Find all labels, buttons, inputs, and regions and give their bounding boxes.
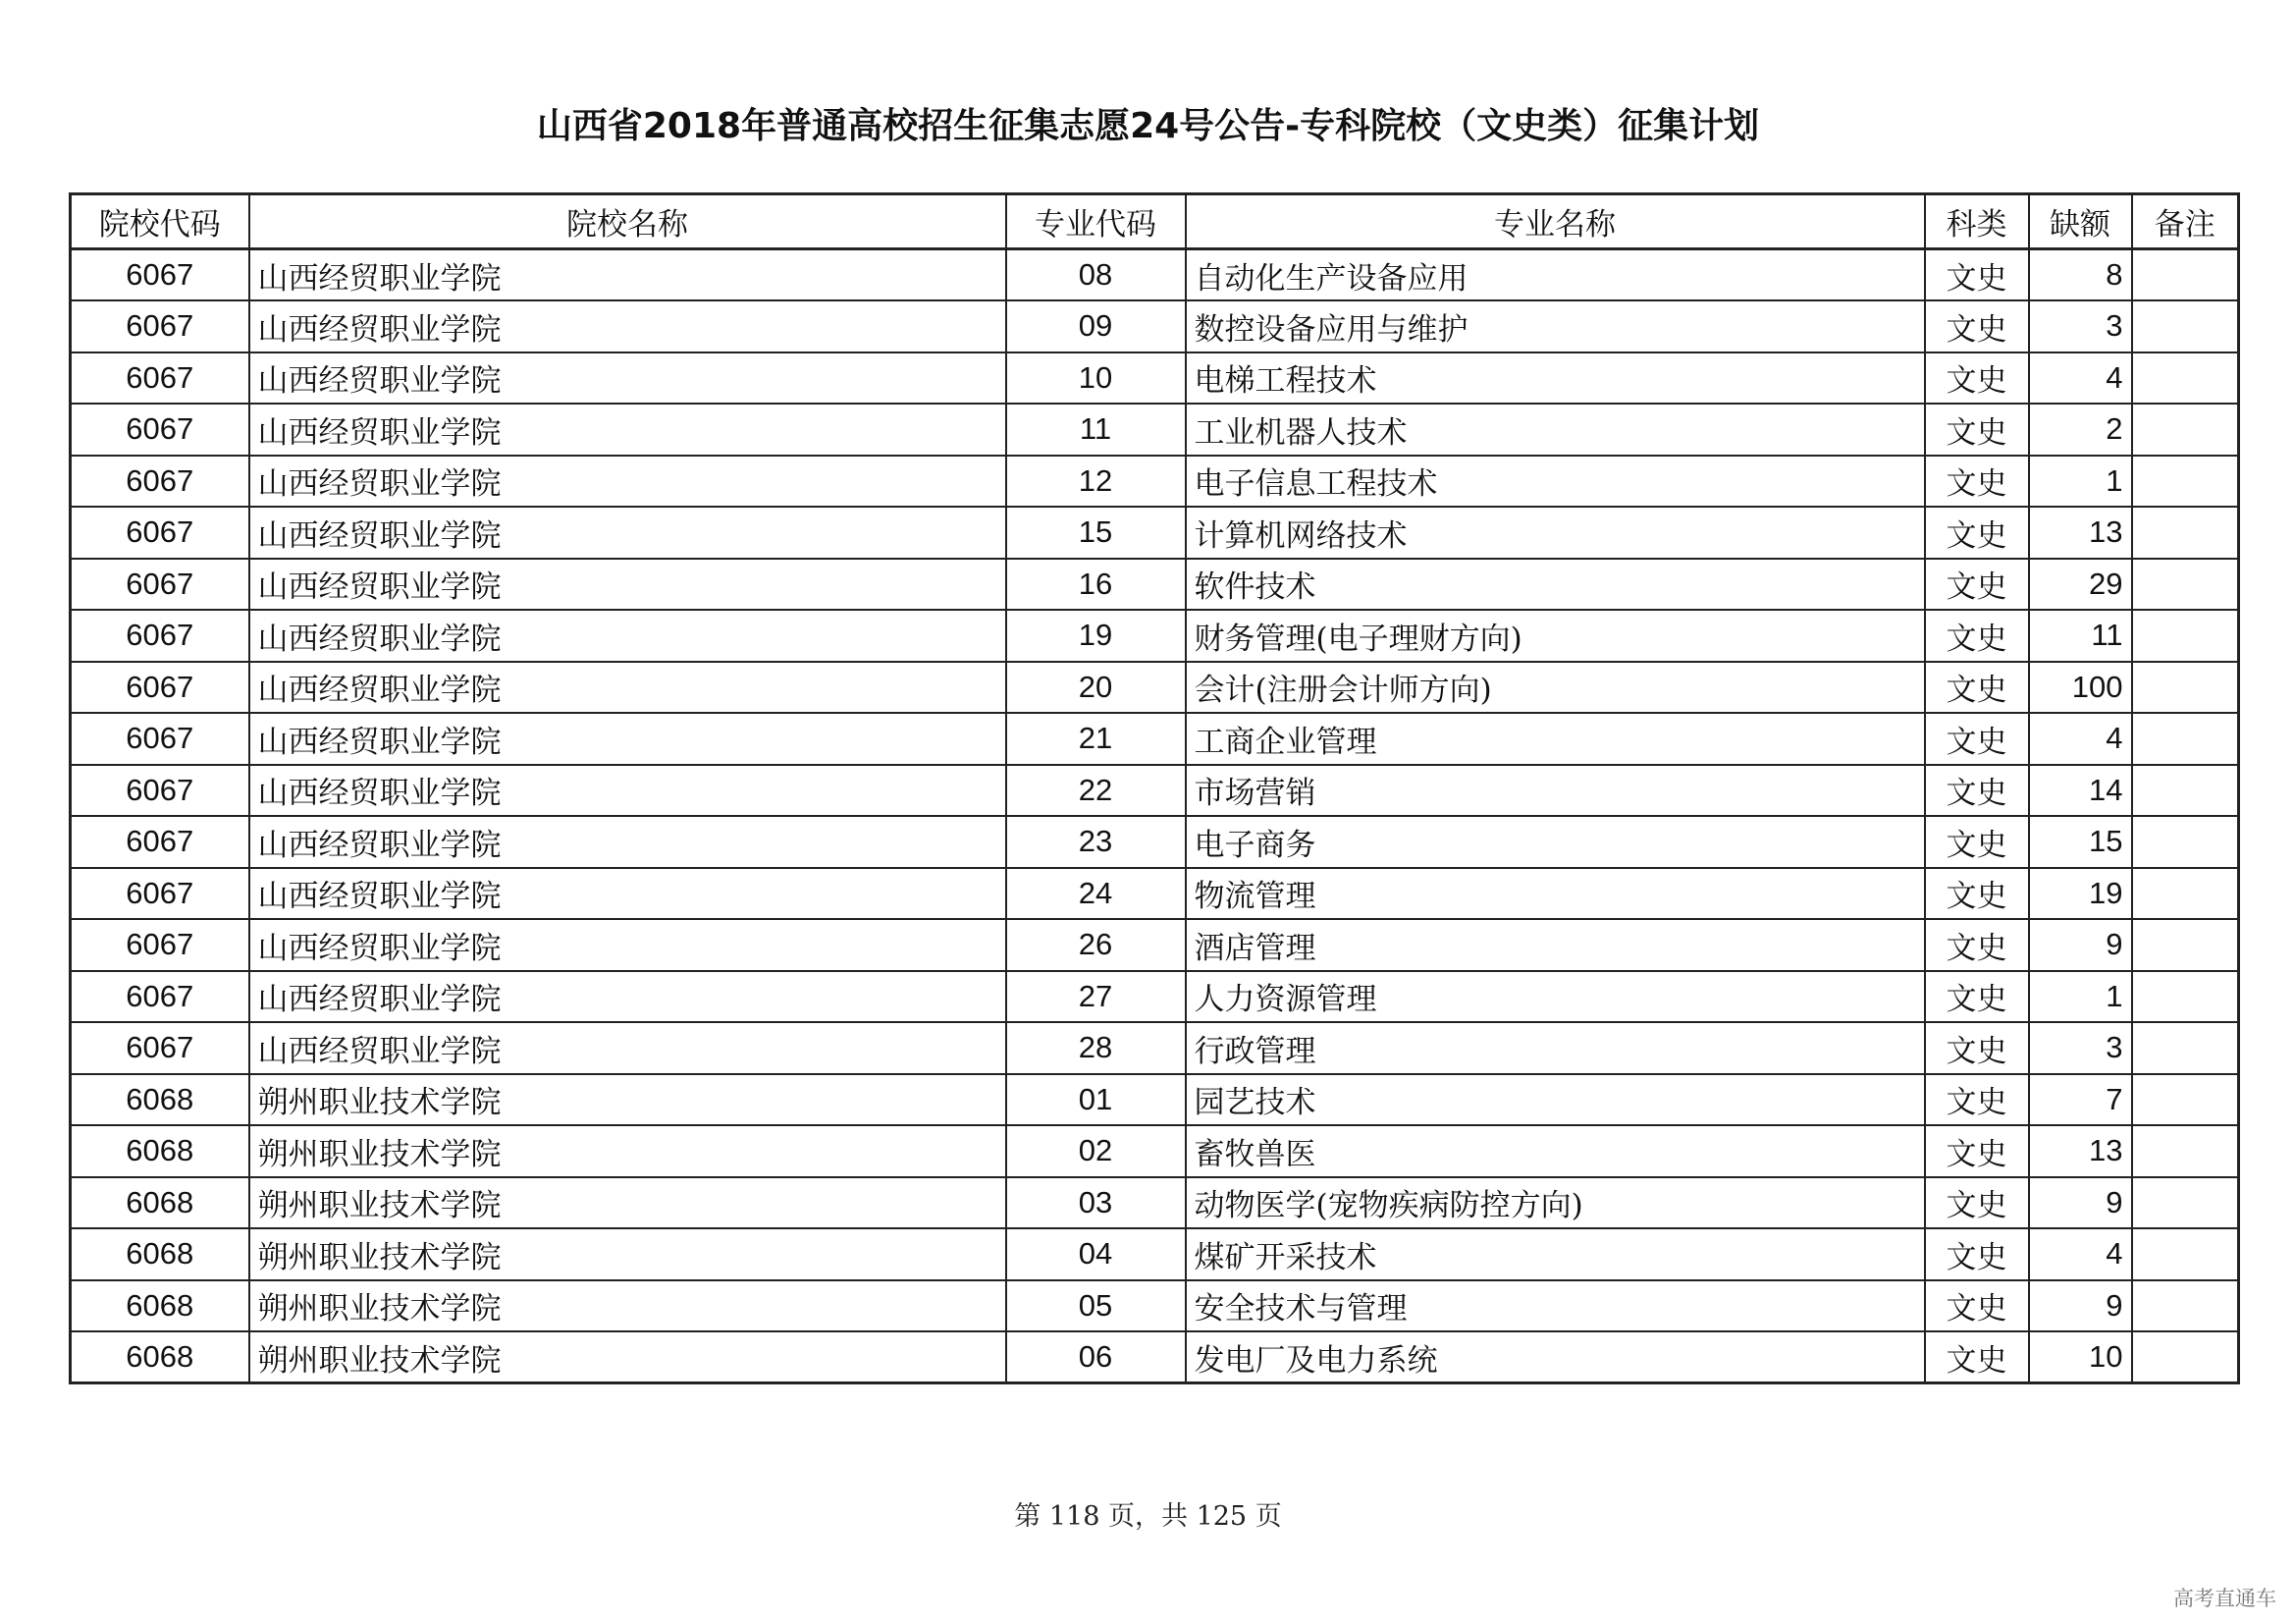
watermark-text: 高考直通车 <box>2173 1587 2276 1610</box>
category-cell: 文史 <box>1925 1177 2029 1229</box>
school-name-cell: 山西经贸职业学院 <box>249 559 1006 611</box>
major-name-cell: 工业机器人技术 <box>1186 404 1925 456</box>
remarks-cell <box>2132 1228 2239 1280</box>
school-code-cell: 6067 <box>71 610 249 662</box>
category-cell: 文史 <box>1925 971 2029 1023</box>
remarks-cell <box>2132 1177 2239 1229</box>
table-row <box>71 404 2239 456</box>
major-name-cell: 计算机网络技术 <box>1186 507 1925 559</box>
vacancies-cell: 100 <box>2029 662 2132 714</box>
school-code-cell: 6068 <box>71 1177 249 1229</box>
category-cell: 文史 <box>1925 1074 2029 1126</box>
major-name-cell: 软件技术 <box>1186 559 1925 611</box>
school-code-cell: 6067 <box>71 1022 249 1074</box>
vacancies-cell: 13 <box>2029 1125 2132 1177</box>
table-row <box>71 1125 2239 1177</box>
major-code-cell: 21 <box>1006 713 1186 765</box>
major-code-cell: 15 <box>1006 507 1186 559</box>
category-cell: 文史 <box>1925 404 2029 456</box>
major-name-cell: 市场营销 <box>1186 765 1925 817</box>
major-code-cell: 16 <box>1006 559 1186 611</box>
table-row <box>71 300 2239 352</box>
school-code-cell: 6067 <box>71 662 249 714</box>
category-cell: 文史 <box>1925 456 2029 508</box>
remarks-cell <box>2132 816 2239 868</box>
remarks-cell <box>2132 1280 2239 1332</box>
category-cell: 文史 <box>1925 1125 2029 1177</box>
category-cell: 文史 <box>1925 919 2029 971</box>
major-code-cell: 03 <box>1006 1177 1186 1229</box>
school-name-cell: 山西经贸职业学院 <box>249 610 1006 662</box>
school-code-cell: 6068 <box>71 1125 249 1177</box>
category-cell: 文史 <box>1925 868 2029 920</box>
major-name-cell: 电子商务 <box>1186 816 1925 868</box>
remarks-cell <box>2132 713 2239 765</box>
school-name-cell: 山西经贸职业学院 <box>249 713 1006 765</box>
vacancies-cell: 9 <box>2029 919 2132 971</box>
major-name-cell: 安全技术与管理 <box>1186 1280 1925 1332</box>
major-code-cell: 28 <box>1006 1022 1186 1074</box>
vacancies-cell: 4 <box>2029 1228 2132 1280</box>
category-cell: 文史 <box>1925 352 2029 405</box>
major-code-cell: 04 <box>1006 1228 1186 1280</box>
school-code-cell: 6067 <box>71 300 249 352</box>
major-code-cell: 02 <box>1006 1125 1186 1177</box>
major-name-cell: 人力资源管理 <box>1186 971 1925 1023</box>
remarks-cell <box>2132 456 2239 508</box>
school-name-cell: 山西经贸职业学院 <box>249 816 1006 868</box>
major-name-cell: 电梯工程技术 <box>1186 352 1925 405</box>
remarks-cell <box>2132 919 2239 971</box>
school-name-cell: 朔州职业技术学院 <box>249 1074 1006 1126</box>
school-name-cell: 山西经贸职业学院 <box>249 352 1006 405</box>
table-row <box>71 1022 2239 1074</box>
school-name-cell: 山西经贸职业学院 <box>249 1022 1006 1074</box>
header-category: 科类 <box>1925 194 2029 249</box>
school-name-cell: 朔州职业技术学院 <box>249 1280 1006 1332</box>
table-row <box>71 1228 2239 1280</box>
vacancies-cell: 7 <box>2029 1074 2132 1126</box>
category-cell: 文史 <box>1925 1280 2029 1332</box>
table-row <box>71 456 2239 508</box>
vacancies-cell: 19 <box>2029 868 2132 920</box>
school-name-cell: 朔州职业技术学院 <box>249 1177 1006 1229</box>
vacancies-cell: 14 <box>2029 765 2132 817</box>
table-row <box>71 765 2239 817</box>
remarks-cell <box>2132 1331 2239 1383</box>
school-name-cell: 山西经贸职业学院 <box>249 456 1006 508</box>
school-name-cell: 山西经贸职业学院 <box>249 971 1006 1023</box>
table-row <box>71 662 2239 714</box>
school-name-cell: 山西经贸职业学院 <box>249 868 1006 920</box>
category-cell: 文史 <box>1925 765 2029 817</box>
vacancies-cell: 4 <box>2029 352 2132 405</box>
school-code-cell: 6067 <box>71 868 249 920</box>
school-name-cell: 山西经贸职业学院 <box>249 507 1006 559</box>
major-code-cell: 22 <box>1006 765 1186 817</box>
vacancies-cell: 13 <box>2029 507 2132 559</box>
major-code-cell: 26 <box>1006 919 1186 971</box>
page-footer: 第 118 页，共 125 页 <box>1014 1501 1282 1532</box>
school-name-cell: 山西经贸职业学院 <box>249 300 1006 352</box>
table-row <box>71 559 2239 611</box>
school-name-cell: 朔州职业技术学院 <box>249 1125 1006 1177</box>
major-code-cell: 20 <box>1006 662 1186 714</box>
category-cell: 文史 <box>1925 1228 2029 1280</box>
table-row <box>71 1177 2239 1229</box>
major-code-cell: 19 <box>1006 610 1186 662</box>
school-code-cell: 6067 <box>71 816 249 868</box>
school-code-cell: 6067 <box>71 456 249 508</box>
header-school-code: 院校代码 <box>71 194 249 249</box>
major-name-cell: 物流管理 <box>1186 868 1925 920</box>
school-name-cell: 山西经贸职业学院 <box>249 404 1006 456</box>
header-vacancies: 缺额 <box>2029 194 2132 249</box>
remarks-cell <box>2132 868 2239 920</box>
school-code-cell: 6068 <box>71 1228 249 1280</box>
school-code-cell: 6067 <box>71 559 249 611</box>
school-code-cell: 6068 <box>71 1280 249 1332</box>
table-row <box>71 1074 2239 1126</box>
school-code-cell: 6067 <box>71 352 249 405</box>
vacancies-cell: 1 <box>2029 971 2132 1023</box>
vacancies-cell: 29 <box>2029 559 2132 611</box>
major-name-cell: 工商企业管理 <box>1186 713 1925 765</box>
category-cell: 文史 <box>1925 816 2029 868</box>
page-title: 山西省2018年普通高校招生征集志愿24号公告-专科院校（文史类）征集计划 <box>536 106 1760 146</box>
vacancies-cell: 10 <box>2029 1331 2132 1383</box>
major-code-cell: 01 <box>1006 1074 1186 1126</box>
school-code-cell: 6067 <box>71 713 249 765</box>
major-code-cell: 06 <box>1006 1331 1186 1383</box>
remarks-cell <box>2132 1125 2239 1177</box>
major-name-cell: 发电厂及电力系统 <box>1186 1331 1925 1383</box>
major-name-cell: 电子信息工程技术 <box>1186 456 1925 508</box>
remarks-cell <box>2132 765 2239 817</box>
major-name-cell: 数控设备应用与维护 <box>1186 300 1925 352</box>
vacancies-cell: 3 <box>2029 1022 2132 1074</box>
major-name-cell: 自动化生产设备应用 <box>1186 249 1925 301</box>
major-name-cell: 畜牧兽医 <box>1186 1125 1925 1177</box>
table-row <box>71 1280 2239 1332</box>
vacancies-cell: 1 <box>2029 456 2132 508</box>
school-name-cell: 朔州职业技术学院 <box>249 1228 1006 1280</box>
vacancies-cell: 9 <box>2029 1280 2132 1332</box>
category-cell: 文史 <box>1925 713 2029 765</box>
remarks-cell <box>2132 559 2239 611</box>
table-row <box>71 971 2239 1023</box>
header-school-name: 院校名称 <box>249 194 1006 249</box>
major-code-cell: 11 <box>1006 404 1186 456</box>
header-remarks: 备注 <box>2132 194 2239 249</box>
school-code-cell: 6068 <box>71 1074 249 1126</box>
remarks-cell <box>2132 971 2239 1023</box>
table-row <box>71 816 2239 868</box>
major-name-cell: 园艺技术 <box>1186 1074 1925 1126</box>
category-cell: 文史 <box>1925 559 2029 611</box>
major-code-cell: 12 <box>1006 456 1186 508</box>
table-row <box>71 249 2239 301</box>
major-name-cell: 会计(注册会计师方向) <box>1186 662 1925 714</box>
category-cell: 文史 <box>1925 507 2029 559</box>
remarks-cell <box>2132 249 2239 301</box>
table-row <box>71 352 2239 405</box>
remarks-cell <box>2132 1022 2239 1074</box>
category-cell: 文史 <box>1925 1022 2029 1074</box>
remarks-cell <box>2132 1074 2239 1126</box>
major-code-cell: 24 <box>1006 868 1186 920</box>
table-row <box>71 713 2239 765</box>
major-code-cell: 27 <box>1006 971 1186 1023</box>
remarks-cell <box>2132 662 2239 714</box>
school-name-cell: 山西经贸职业学院 <box>249 919 1006 971</box>
school-code-cell: 6067 <box>71 249 249 301</box>
major-name-cell: 煤矿开采技术 <box>1186 1228 1925 1280</box>
vacancies-cell: 9 <box>2029 1177 2132 1229</box>
school-code-cell: 6067 <box>71 507 249 559</box>
major-code-cell: 10 <box>1006 352 1186 405</box>
major-code-cell: 05 <box>1006 1280 1186 1332</box>
category-cell: 文史 <box>1925 610 2029 662</box>
vacancies-cell: 15 <box>2029 816 2132 868</box>
major-name-cell: 财务管理(电子理财方向) <box>1186 610 1925 662</box>
category-cell: 文史 <box>1925 300 2029 352</box>
category-cell: 文史 <box>1925 1331 2029 1383</box>
major-code-cell: 23 <box>1006 816 1186 868</box>
table-row <box>71 868 2239 920</box>
category-cell: 文史 <box>1925 249 2029 301</box>
school-code-cell: 6067 <box>71 971 249 1023</box>
school-code-cell: 6067 <box>71 919 249 971</box>
table-row <box>71 507 2239 559</box>
vacancies-cell: 3 <box>2029 300 2132 352</box>
remarks-cell <box>2132 404 2239 456</box>
remarks-cell <box>2132 352 2239 405</box>
school-code-cell: 6068 <box>71 1331 249 1383</box>
school-code-cell: 6067 <box>71 404 249 456</box>
vacancies-cell: 4 <box>2029 713 2132 765</box>
table-header-row <box>71 194 2239 249</box>
school-name-cell: 朔州职业技术学院 <box>249 1331 1006 1383</box>
school-name-cell: 山西经贸职业学院 <box>249 765 1006 817</box>
vacancies-cell: 2 <box>2029 404 2132 456</box>
major-name-cell: 行政管理 <box>1186 1022 1925 1074</box>
school-name-cell: 山西经贸职业学院 <box>249 662 1006 714</box>
major-code-cell: 08 <box>1006 249 1186 301</box>
table-row <box>71 919 2239 971</box>
school-name-cell: 山西经贸职业学院 <box>249 249 1006 301</box>
major-name-cell: 酒店管理 <box>1186 919 1925 971</box>
header-major-name: 专业名称 <box>1186 194 1925 249</box>
major-name-cell: 动物医学(宠物疾病防控方向) <box>1186 1177 1925 1229</box>
enrollment-plan-table <box>69 192 2240 1384</box>
remarks-cell <box>2132 507 2239 559</box>
table-row <box>71 1331 2239 1383</box>
remarks-cell <box>2132 610 2239 662</box>
vacancies-cell: 8 <box>2029 249 2132 301</box>
school-code-cell: 6067 <box>71 765 249 817</box>
category-cell: 文史 <box>1925 662 2029 714</box>
major-code-cell: 09 <box>1006 300 1186 352</box>
header-major-code: 专业代码 <box>1006 194 1186 249</box>
table-row <box>71 610 2239 662</box>
vacancies-cell: 11 <box>2029 610 2132 662</box>
remarks-cell <box>2132 300 2239 352</box>
